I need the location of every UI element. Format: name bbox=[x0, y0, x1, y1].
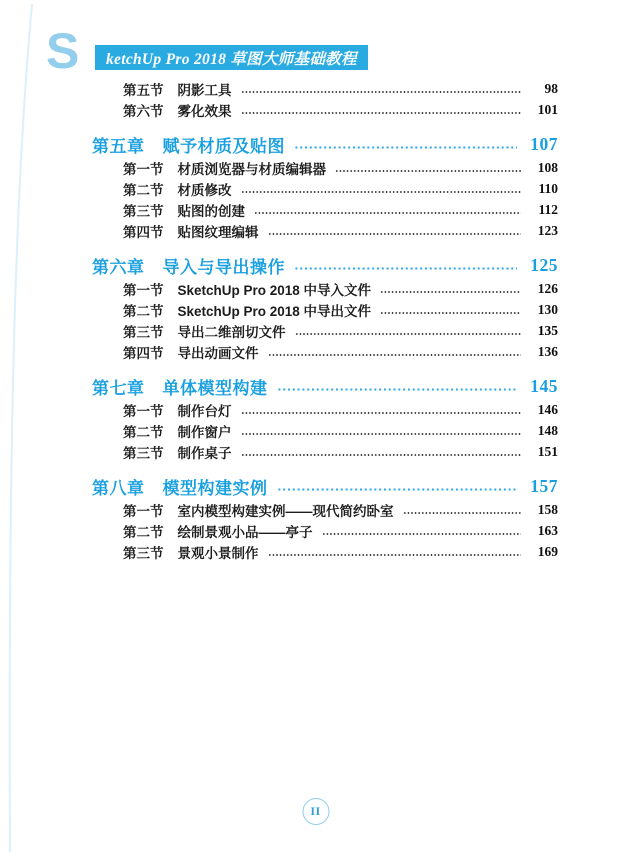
page-number: 157 bbox=[530, 475, 558, 496]
chapter-title: 赋予材质及贴图 bbox=[162, 136, 285, 156]
toc-section-row bbox=[92, 320, 558, 341]
dot-leader bbox=[294, 266, 517, 271]
section-label: 第三节 bbox=[123, 545, 164, 561]
page-number: 135 bbox=[537, 322, 558, 338]
dot-leader bbox=[295, 332, 522, 336]
page-number: 158 bbox=[537, 501, 558, 517]
section-label: 第三节 bbox=[123, 203, 164, 219]
section-label: 第四节 bbox=[123, 345, 164, 361]
dot-leader bbox=[380, 311, 521, 315]
page-number: 98 bbox=[544, 80, 558, 96]
section-label: 第二节 bbox=[123, 303, 164, 319]
page-number: 163 bbox=[537, 522, 558, 538]
toc-section-row bbox=[92, 99, 558, 120]
section-title: 材质修改 bbox=[177, 182, 232, 198]
toc-section-row bbox=[92, 399, 558, 420]
chapter-title: 导入与导出操作 bbox=[162, 257, 285, 277]
page-number: 169 bbox=[537, 543, 558, 559]
section-title: 雾化效果 bbox=[177, 103, 232, 119]
toc-section-row bbox=[92, 199, 558, 220]
page-number: 146 bbox=[537, 401, 558, 417]
section-title: 贴图的创建 bbox=[177, 203, 245, 219]
chapter-label: 第六章 bbox=[92, 257, 145, 277]
header-banner bbox=[95, 45, 368, 70]
toc-section-row bbox=[92, 157, 558, 178]
dot-leader bbox=[241, 432, 522, 436]
page-number: 123 bbox=[537, 222, 558, 238]
section-label: 第五节 bbox=[123, 82, 164, 98]
section-title: 导出二维剖切文件 bbox=[177, 324, 286, 340]
header-banner-text: ketchUp Pro 2018 草图大师基础教程 bbox=[106, 50, 357, 68]
dot-leader bbox=[268, 232, 522, 236]
page-number: 107 bbox=[530, 133, 558, 154]
section-label: 第一节 bbox=[123, 161, 164, 177]
toc-section-row bbox=[92, 220, 558, 241]
section-label: 第二节 bbox=[123, 182, 164, 198]
page-number: 125 bbox=[530, 254, 558, 275]
chapter-title: 模型构建实例 bbox=[162, 478, 268, 498]
page-number: 148 bbox=[537, 422, 558, 438]
chapter-label: 第七章 bbox=[92, 378, 145, 398]
section-title: 阴影工具 bbox=[177, 82, 232, 98]
logo-letter: S bbox=[46, 23, 80, 79]
page-number: 145 bbox=[530, 375, 558, 396]
toc-section-row bbox=[92, 178, 558, 199]
toc-section-row bbox=[92, 78, 558, 99]
section-label: 第四节 bbox=[123, 224, 164, 240]
section-title: 贴图纹理编辑 bbox=[177, 224, 259, 240]
dot-leader bbox=[241, 90, 522, 94]
dot-leader bbox=[277, 387, 518, 392]
dot-leader bbox=[380, 290, 521, 294]
section-label: 第一节 bbox=[123, 403, 164, 419]
dot-leader bbox=[241, 453, 522, 457]
dot-leader bbox=[254, 211, 521, 215]
section-label: 第二节 bbox=[123, 424, 164, 440]
section-title: SketchUp Pro 2018 中导出文件 bbox=[177, 303, 372, 319]
toc-section-row bbox=[92, 441, 558, 462]
dot-leader bbox=[268, 553, 522, 557]
page-number: 151 bbox=[537, 443, 558, 459]
section-label: 第三节 bbox=[123, 324, 164, 340]
dot-leader bbox=[268, 353, 522, 357]
section-title: SketchUp Pro 2018 中导入文件 bbox=[177, 282, 372, 298]
section-title: 绘制景观小品——亭子 bbox=[177, 524, 313, 540]
toc-section-row bbox=[92, 520, 558, 541]
section-label: 第六节 bbox=[123, 103, 164, 119]
section-label: 第一节 bbox=[123, 282, 164, 298]
toc-chapter-row bbox=[92, 131, 558, 157]
section-title: 制作窗户 bbox=[177, 424, 232, 440]
toc-section-row bbox=[92, 420, 558, 441]
toc-section-row bbox=[92, 299, 558, 320]
page-number-label: II bbox=[310, 804, 321, 818]
toc-chapter-row bbox=[92, 252, 558, 278]
section-label: 第一节 bbox=[123, 503, 164, 519]
chapter-label: 第五章 bbox=[92, 136, 145, 156]
page-number: 108 bbox=[537, 159, 558, 175]
dot-leader bbox=[335, 169, 521, 173]
toc-section-row bbox=[92, 341, 558, 362]
toc-section-row bbox=[92, 499, 558, 520]
section-title: 景观小景制作 bbox=[177, 545, 259, 561]
dot-leader bbox=[241, 111, 522, 115]
dot-leader bbox=[241, 411, 522, 415]
section-title: 制作桌子 bbox=[177, 445, 232, 461]
dot-leader bbox=[403, 511, 522, 515]
page-number: 101 bbox=[537, 101, 558, 117]
section-label: 第二节 bbox=[123, 524, 164, 540]
section-title: 室内模型构建实例——现代简约卧室 bbox=[177, 503, 394, 519]
section-title: 导出动画文件 bbox=[177, 345, 259, 361]
toc-chapter-row bbox=[92, 373, 558, 399]
section-title: 制作台灯 bbox=[177, 403, 232, 419]
dot-leader bbox=[322, 532, 522, 536]
toc-chapter-row bbox=[92, 473, 558, 499]
toc-section-row bbox=[92, 278, 558, 299]
table-of-contents bbox=[92, 78, 558, 562]
chapter-title: 单体模型构建 bbox=[162, 378, 268, 398]
dot-leader bbox=[294, 145, 517, 150]
page-number: 110 bbox=[538, 180, 558, 196]
page-number: 126 bbox=[537, 280, 558, 296]
chapter-label: 第八章 bbox=[92, 478, 145, 498]
page-number-badge bbox=[302, 798, 329, 825]
page-number: 136 bbox=[537, 343, 558, 359]
page-number: 130 bbox=[537, 301, 558, 317]
dot-leader bbox=[277, 487, 518, 492]
toc-section-row bbox=[92, 541, 558, 562]
left-edge-decoration bbox=[0, 0, 60, 852]
section-title: 材质浏览器与材质编辑器 bbox=[177, 161, 326, 177]
dot-leader bbox=[241, 190, 522, 194]
section-label: 第三节 bbox=[123, 445, 164, 461]
page-number: 112 bbox=[538, 201, 558, 217]
